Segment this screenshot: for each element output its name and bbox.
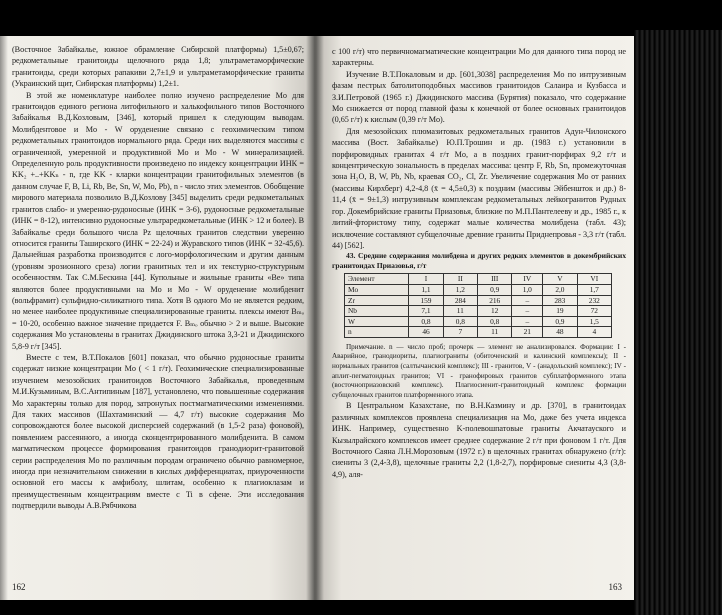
table-header-cell: Элемент (345, 274, 409, 285)
page-number: 163 (608, 582, 622, 592)
paragraph: В Центральном Казахстане, по В.Н.Казмину и др. [370], в гранитоидах различных комплексов проявлена специализация на Mo, даже без учета индекса ИНК. Например, существенно K-полевошпатовые граниты Акчатауского и Кызылрайского комплексов имеет среднее содержание 2 г/т при фоновом 1 г/т. Для Восточного Саяна Л.Н.Морозовым (1972 г.) в щелочных гранитах обнаружено (г/т): сиениты 3 (2,4-3,8), щелочные граниты 2,2 (1,8-2,7), порфировые сиениты 4,3 (3,8-4,9), аля- (332, 401, 626, 479)
table-cell: – (512, 306, 543, 317)
table-cell: 1,5 (577, 316, 611, 327)
table-cell: 1,2 (443, 284, 477, 295)
table-cell: 21 (512, 327, 543, 338)
elements-table (344, 273, 612, 338)
paragraph: с 100 г/т) что первичномагматические концентрации Mo для данного типа пород не характерны. (332, 47, 626, 68)
right-page-text (332, 46, 626, 480)
table-cell: 72 (577, 306, 611, 317)
table-header-cell: II (443, 274, 477, 285)
table-cell: 19 (543, 306, 577, 317)
table-header-cell: I (409, 274, 443, 285)
table-cell: 0,8 (443, 316, 477, 327)
table-note: Примечание. n — число проб; прочерк — элемент не анализировался. Формации: I - Аварийное, гранодиориты, плагиограниты (обиточенский и калинский комплексы); II - нормальных гранитов (салтычанский комплекс); III - гранитов, V - (анадольский комплекс); IV - аплит-пегматоидных гранитов; VI - гранофировых гранитов субплатформенного этапа (восточноприазовский комплекс). Плагиосиенит-гранитоидный комплекс формации субщелочных гранитов платформенного этапа. (332, 342, 626, 399)
table-cell: 216 (478, 295, 512, 306)
table-cell: 232 (577, 295, 611, 306)
table-cell: 7 (443, 327, 477, 338)
table-row (345, 316, 612, 327)
table-cell: n (345, 327, 409, 338)
table-cell: 0,9 (543, 316, 577, 327)
table-cell: Mo (345, 284, 409, 295)
page-shadow (0, 36, 8, 600)
table-row (345, 327, 612, 338)
table-row (345, 295, 612, 306)
left-page (0, 36, 316, 600)
table-row (345, 284, 612, 295)
table-cell: 0,8 (409, 316, 443, 327)
paragraph: Вместе с тем, В.Т.Покалов [601] показал, что обычно рудоносные граниты содержат низкие концентрации Mo ( < 1 г/т). Геохимические специализированные изучением мезозойских гранитоидов Восточного Забайкалья, проведенным М.И.Кузьминым, В.С.Антипиным [187], установлено, что повышенные содержания Mo характерны только для пород, затронутых постмагматическими изменениями. Для таких массивов (Шахтаминский — 4,7 г/т) высокие содержания Mo сопровождаются более высокой дисперсией содержаний (в 1,5-2 раза) фоновой), появлением рассеянного, а иногда сконцентрированного молибденита. В самом магматическом процессе формирования гранитоидов гранодиорит-гранитовой серии распределения Mo по различным породам ограничено обычно равномерное, иногда при незначительном снижении в кислых дифференциатах, приуроченности основной его массы к амфиболу, шлитам, особенно к плагиоклазам и преимущественным концентрациям вместе с Ti в сфене. Эти исследования подтвердили выводы А.В.Рябчикова (12, 352, 304, 511)
table-cell: 48 (543, 327, 577, 338)
table-cell: Nb (345, 306, 409, 317)
table-cell: 1,7 (577, 284, 611, 295)
table-cell: – (512, 316, 543, 327)
table-header-cell: III (478, 274, 512, 285)
table-cell: 0,9 (478, 284, 512, 295)
table-header-cell: VI (577, 274, 611, 285)
table-cell: 7,1 (409, 306, 443, 317)
paragraph: Изучение В.Т.Покаловым и др. [601,3038] распределения Mo по интрузивным фазам пестрых батолитоподобных массивов гранитоидов Салаира и Кузбасса и З.И.Петровой (1965 г.) Джидинского массива (Бурятия) показало, что содержание Mo снижается от пород главной фазы к конечной от более основных гранитоидов (0,65 г/т) к кислым (0,39 г/т Mo). (332, 69, 626, 125)
page-number: 162 (12, 582, 26, 592)
table-cell: 284 (443, 295, 477, 306)
table-cell: 1,0 (512, 284, 543, 295)
table-cell: W (345, 316, 409, 327)
table-cell: 46 (409, 327, 443, 338)
paragraph: (Восточное Забайкалье, южное обрамление Сибирской платформы) 1,5±0,67; редкометальные гранитоиды щелочного ряда 1,8; ультраметаморфические гранитоиды, среди которых рапакиви 2,7±1,9 и ультраметаморфические граниты (Украинский щит, Сибирская платформы) 1,2±1. (12, 45, 304, 89)
book-gutter (306, 30, 324, 605)
table-caption: 43. Средние содержания молибдена и других редких элементов в докембрийских гранитоидах Приазовья, г/т (332, 251, 626, 271)
table-cell: 4 (577, 327, 611, 338)
table-cell: 2,0 (543, 284, 577, 295)
paragraph: В этой же номенклатуре наиболее полно изучено распределение Mo для гранитоидов единого региона литофильного и халькофильного типов Восточного Забайкалья В.Д.Козловым, [346], который пришел к следующим выводам. Молибдентовое и Mo - W оруденение связано с геохимическим типом редкометальных гранитоидов нормального ряда. Среди них выделяются массивы с ограниченной, умеренной и продуктивной Mo и Mo - W минерализацией. Определенную роль продуктивности произведено по индексу концентрации ИНК = KK₂ +..+KKₙ - n, где KK - кларки концентрации гранитофильных элементов (в данном случае F, B, Li, Rb, Be, Sn, W, Mo, Pb), n - число этих элементов. Обобщение мирового материала позволило В.Д.Козлову [345] выделить среди редкометальных гранитов слабо- и умеренно-рудоносные (ИНК = 3-6), рудоносные редкометальные (ИНК = 8-12), интенсивно рудоносные ультраредкометальные (ИНК > 12 и более). В Забайкалье среди большого числа Pz щелочных гранитов следствии уверенно относится граниты Таширского (ИНК = 22-24) и Журавского типов (ИНК = 32-45,6). Дальнейшая разработка производится с лого-морфологическим и другим данным (уровням эрозионного среза) логии гранитных тел и их текстурно-структурным особенностям. Так С.М.Бескина [44]. Купольные и жильные граниты «Be» типа являются более продуктивными на Mo и Mo - W оруденение молибденит (вольфрамит) сульфидно-силикатного типа. Хотя В одного Mo не является редким, но менее наиболее продуктивные специализированные граниты. плексы имеют Bₘₒ = 10-20, особенно важное значение придается F. Bₘₒ обычно > 2 и выше. Высокие содержания Mo установлены в гранитах Джидинского штока 3,3-21 и Джидинского 5,8-9 г/т [345]. (12, 90, 304, 351)
left-page-text (12, 44, 304, 512)
table-cell: 0,8 (478, 316, 512, 327)
paragraph: Для мезозойских плюмазитовых редкометальных гранитов Адун-Чилонского массива (Вост. Забайкалье) Ю.П.Трошин и др. (1983 г.) установили в порфировидных гранитах 4 г/т Mo, а в поздних гранит-порфирах 9,2 г/т и концентрическую зональность в пределах массива: центр F, Rb, Sn, промежуточная зона H₂O, B, W, Pb, Nb, краевая CO₂, Cl, Zr. Увеличение содержания Mo от ранних (массивы Кирхберг) 4,2-4,8 (x̄ = 4,5±0,3) к поздним (массивы Эйбеншток и др.) 8-11,4 (x̄ = 9±1,3) интрузивным комплексам редкометальных лейкогранитов Рудных гор. Докембрийские граниты Приазовья, близкие по М.П.Пантелееву и др., 1985 г., к литий-фтористому типу, содержат малые количества молибдена (табл. 43); исключение составляют субщелочные древние граниты Приднепровья - 3,3 г/т (табл. 44) [562]. (332, 126, 626, 250)
table-cell: 11 (478, 327, 512, 338)
table-cell: – (512, 295, 543, 306)
table-cell: 283 (543, 295, 577, 306)
table-header-row (345, 274, 612, 285)
table-cell: 159 (409, 295, 443, 306)
table-row (345, 306, 612, 317)
table-header-cell: V (543, 274, 577, 285)
table-cell: Zr (345, 295, 409, 306)
page-edges (634, 30, 722, 615)
right-page (316, 36, 634, 600)
table-header-cell: IV (512, 274, 543, 285)
table-cell: 12 (478, 306, 512, 317)
table-cell: 11 (443, 306, 477, 317)
table-cell: 1,1 (409, 284, 443, 295)
